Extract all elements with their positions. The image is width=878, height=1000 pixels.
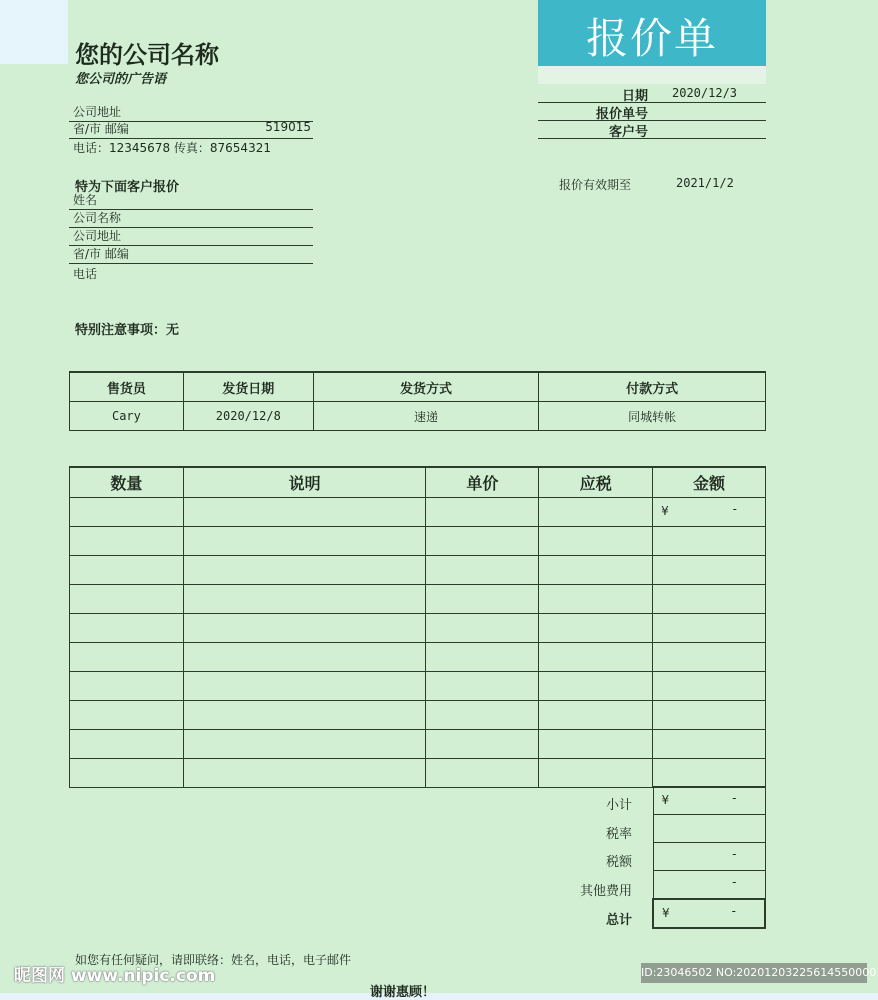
customer-address-line bbox=[69, 227, 313, 246]
document-title: 报价单 bbox=[585, 14, 718, 63]
tax-rate-row bbox=[653, 815, 765, 843]
cell-quantity[interactable] bbox=[70, 643, 184, 672]
quote-number-label: 报价单号 bbox=[595, 107, 648, 122]
cell-amount bbox=[653, 643, 766, 672]
customer-phone-label: 电话 bbox=[73, 267, 98, 281]
title-block bbox=[538, 0, 766, 66]
cell-unit-price[interactable] bbox=[426, 614, 539, 643]
cell-description[interactable] bbox=[183, 498, 426, 527]
shipping-header-salesperson: 售货员 bbox=[70, 372, 184, 402]
subtotal-cell bbox=[653, 787, 765, 815]
items-header-unit-price: 单价 bbox=[426, 467, 539, 498]
cell-unit-price[interactable] bbox=[426, 556, 539, 585]
subtotal-value: - bbox=[732, 791, 737, 805]
cell-amount bbox=[653, 759, 766, 788]
other-fees-value: - bbox=[732, 875, 737, 889]
shipping-table bbox=[69, 371, 766, 431]
table-row bbox=[70, 730, 766, 759]
shipping-header-ship-date: 发货日期 bbox=[183, 372, 313, 402]
quote-number-field bbox=[538, 103, 766, 121]
cell-taxable[interactable] bbox=[539, 701, 653, 730]
company-postcode: 519015 bbox=[265, 120, 311, 134]
id-watermark: ID:23046502 NO:20201203225614550000 bbox=[641, 963, 867, 983]
table-row bbox=[70, 527, 766, 556]
other-fees-row bbox=[653, 871, 765, 900]
shipping-payment: 同城转帐 bbox=[539, 402, 766, 431]
tax-amount-cell bbox=[653, 843, 765, 871]
cell-taxable[interactable] bbox=[539, 759, 653, 788]
cell-description[interactable] bbox=[183, 730, 426, 759]
table-row bbox=[70, 498, 766, 527]
corner-strip bbox=[0, 0, 68, 64]
customer-province-line bbox=[69, 245, 313, 264]
shipping-header-ship-method: 发货方式 bbox=[313, 372, 539, 402]
cell-amount bbox=[653, 556, 766, 585]
footer-thanks: 谢谢惠顾！ bbox=[370, 985, 436, 1000]
cell-description[interactable] bbox=[183, 556, 426, 585]
subtotal-label: 小计 bbox=[605, 798, 632, 813]
title-underbar bbox=[538, 66, 766, 84]
cell-quantity[interactable] bbox=[70, 527, 184, 556]
shipping-ship-date: 2020/12/8 bbox=[183, 402, 313, 431]
customer-company-line bbox=[69, 209, 313, 228]
cell-taxable[interactable] bbox=[539, 498, 653, 527]
customer-id-label: 客户号 bbox=[608, 125, 648, 140]
cell-quantity[interactable] bbox=[70, 498, 184, 527]
cell-quantity[interactable] bbox=[70, 556, 184, 585]
cell-description[interactable] bbox=[183, 585, 426, 614]
cell-description[interactable] bbox=[183, 527, 426, 556]
tax-amount-value: - bbox=[732, 847, 737, 861]
cell-unit-price[interactable] bbox=[426, 672, 539, 701]
items-header-quantity: 数量 bbox=[70, 467, 184, 498]
cell-unit-price[interactable] bbox=[426, 585, 539, 614]
total-value: - bbox=[731, 904, 736, 918]
subtotal-row bbox=[653, 787, 765, 815]
total-row bbox=[653, 899, 765, 928]
company-slogan: 您公司的广告语 bbox=[75, 72, 167, 87]
cell-unit-price[interactable] bbox=[426, 759, 539, 788]
customer-id-field bbox=[538, 121, 766, 139]
shipping-header-row bbox=[70, 372, 766, 402]
cell-taxable[interactable] bbox=[539, 672, 653, 701]
table-row bbox=[70, 556, 766, 585]
table-row bbox=[70, 701, 766, 730]
cell-quantity[interactable] bbox=[70, 585, 184, 614]
items-header-taxable: 应税 bbox=[539, 467, 653, 498]
company-name: 您的公司名称 bbox=[75, 41, 219, 69]
cell-unit-price[interactable] bbox=[426, 643, 539, 672]
company-phone-fax: 电话：12345678 传真：87654321 bbox=[73, 141, 271, 155]
table-row bbox=[70, 759, 766, 788]
date-label: 日期 bbox=[621, 89, 648, 104]
cell-description[interactable] bbox=[183, 701, 426, 730]
items-header-row bbox=[70, 467, 766, 498]
cell-amount bbox=[653, 701, 766, 730]
items-header-amount: 金额 bbox=[653, 467, 766, 498]
cell-description[interactable] bbox=[183, 643, 426, 672]
table-row bbox=[70, 614, 766, 643]
cell-quantity[interactable] bbox=[70, 730, 184, 759]
shipping-salesperson: Cary bbox=[70, 402, 184, 431]
footer-contact: 如您有任何疑问，请即联络：姓名，电话，电子邮件 bbox=[75, 953, 352, 967]
cell-amount bbox=[653, 614, 766, 643]
other-fees-label: 其他费用 bbox=[579, 884, 632, 899]
company-province-line bbox=[69, 120, 313, 139]
shipping-ship-method: 速递 bbox=[313, 402, 539, 431]
cell-taxable[interactable] bbox=[539, 527, 653, 556]
subtotal-currency: ¥ bbox=[661, 793, 670, 807]
customer-name-line bbox=[69, 191, 313, 210]
cell-description[interactable] bbox=[183, 614, 426, 643]
other-fees-cell bbox=[653, 871, 765, 900]
customer-name-label: 姓名 bbox=[73, 193, 98, 207]
table-row bbox=[70, 585, 766, 614]
amount-value: - bbox=[732, 502, 737, 516]
currency-symbol: ¥ bbox=[661, 504, 669, 518]
cell-quantity[interactable] bbox=[70, 672, 184, 701]
customer-address-label: 公司地址 bbox=[73, 229, 122, 243]
cell-amount bbox=[653, 498, 766, 527]
customer-heading: 特为下面客户报价 bbox=[75, 180, 180, 195]
total-currency: ¥ bbox=[662, 906, 670, 920]
company-province-label: 省/市 邮编 bbox=[73, 122, 129, 136]
customer-company-label: 公司名称 bbox=[73, 211, 122, 225]
shipping-value-row bbox=[70, 402, 766, 431]
site-watermark: 昵图网 www.nipic.com bbox=[14, 966, 216, 986]
valid-until-label: 报价有效期至 bbox=[559, 178, 632, 192]
valid-until-value: 2021/1/2 bbox=[676, 176, 734, 190]
cell-taxable[interactable] bbox=[539, 614, 653, 643]
cell-taxable[interactable] bbox=[539, 585, 653, 614]
cell-taxable[interactable] bbox=[539, 730, 653, 759]
special-notes: 特别注意事项：无 bbox=[75, 323, 180, 338]
tax-rate-label: 税率 bbox=[605, 827, 632, 842]
table-row bbox=[70, 672, 766, 701]
cell-amount bbox=[653, 527, 766, 556]
table-row bbox=[70, 643, 766, 672]
date-value: 2020/12/3 bbox=[672, 86, 738, 100]
cell-unit-price[interactable] bbox=[426, 527, 539, 556]
cell-description[interactable] bbox=[183, 672, 426, 701]
total-cell bbox=[653, 899, 765, 928]
cell-description[interactable] bbox=[183, 759, 426, 788]
shipping-header-payment: 付款方式 bbox=[539, 372, 766, 402]
cell-quantity[interactable] bbox=[70, 614, 184, 643]
tax-rate-cell[interactable] bbox=[653, 815, 765, 843]
cell-unit-price[interactable] bbox=[426, 730, 539, 759]
total-label: 总计 bbox=[605, 913, 632, 928]
items-header-description: 说明 bbox=[183, 467, 426, 498]
cell-amount bbox=[653, 672, 766, 701]
cell-unit-price[interactable] bbox=[426, 701, 539, 730]
items-table bbox=[69, 466, 766, 788]
tax-amount-label: 税额 bbox=[605, 855, 632, 870]
cell-amount bbox=[653, 585, 766, 614]
cell-quantity[interactable] bbox=[70, 759, 184, 788]
cell-taxable[interactable] bbox=[539, 556, 653, 585]
cell-unit-price[interactable] bbox=[426, 498, 539, 527]
company-address-label: 公司地址 bbox=[73, 105, 122, 119]
summary-table bbox=[652, 786, 766, 929]
cell-taxable[interactable] bbox=[539, 643, 653, 672]
tax-amount-row bbox=[653, 843, 765, 871]
cell-quantity[interactable] bbox=[70, 701, 184, 730]
cell-amount bbox=[653, 730, 766, 759]
date-field bbox=[538, 85, 766, 103]
customer-province-label: 省/市 邮编 bbox=[73, 247, 129, 261]
